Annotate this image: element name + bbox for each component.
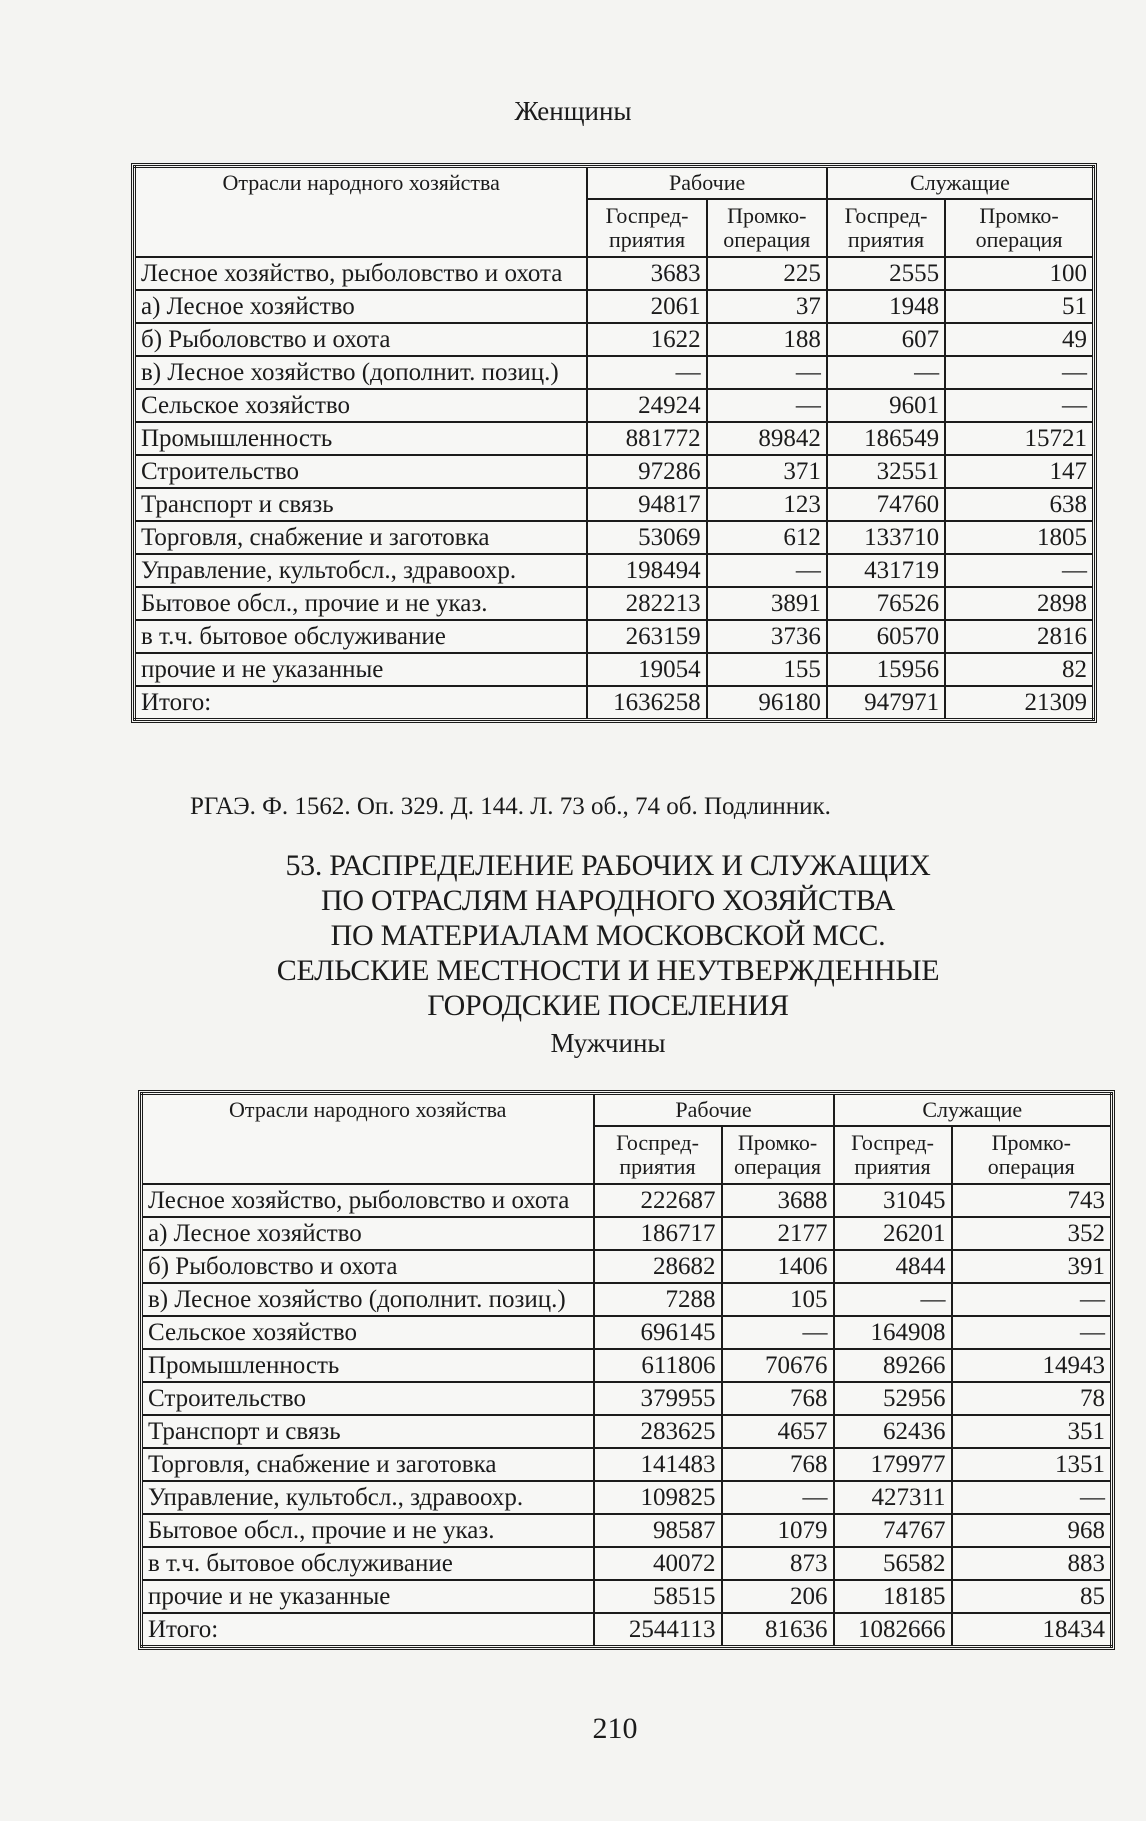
sector-label: прочие и не указанные	[142, 1580, 594, 1613]
workers-coop-value: 1079	[722, 1514, 834, 1547]
workers-state-value: 97286	[587, 455, 706, 488]
women-section-heading: Женщины	[514, 96, 632, 126]
sector-label: в) Лесное хозяйство (дополнит. позиц.)	[142, 1283, 594, 1316]
document-title-line: ГОРОДСКИЕ ПОСЕЛЕНИЯ	[427, 989, 789, 1022]
employees-state-value: 9601	[827, 389, 945, 422]
employees-state-value: 18185	[834, 1580, 952, 1613]
employees-coop-value: 968	[952, 1514, 1112, 1547]
employees-state-value: —	[834, 1283, 952, 1316]
employees-state-value: 947971	[827, 686, 945, 720]
employees-state-value: 4844	[834, 1250, 952, 1283]
employees-coop-value: 391	[952, 1250, 1112, 1283]
workers-coop-value: 81636	[722, 1613, 834, 1647]
employees-state-value: 431719	[827, 554, 945, 587]
workers-coop-value: 89842	[707, 422, 827, 455]
sector-label: в т.ч. бытовое обслуживание	[135, 620, 588, 653]
table-row	[142, 1250, 1112, 1283]
employees-coop-value: —	[945, 356, 1093, 389]
workers-state-value: 7288	[594, 1283, 722, 1316]
workers-state-value: 19054	[587, 653, 706, 686]
sector-label: Торговля, снабжение и заготовка	[135, 521, 588, 554]
workers-coop-value: 768	[722, 1382, 834, 1415]
employees-coop-value: 743	[952, 1184, 1112, 1217]
employees-coop-value: 82	[945, 653, 1093, 686]
sector-label: Управление, культобсл., здравоохр.	[142, 1481, 594, 1514]
workers-coop-value: 4657	[722, 1415, 834, 1448]
table-row	[135, 620, 1094, 653]
employees-industrial-cooperation-header: Промко- операция	[945, 199, 1093, 257]
workers-coop-value: 37	[707, 290, 827, 323]
sector-label: Управление, культобсл., здравоохр.	[135, 554, 588, 587]
workers-industrial-cooperation-header: Промко- операция	[722, 1126, 834, 1184]
workers-coop-value: —	[707, 389, 827, 422]
sector-label: Итого:	[142, 1613, 594, 1647]
sector-label: Транспорт и связь	[135, 488, 588, 521]
table-row	[142, 1316, 1112, 1349]
sector-label: Бытовое обсл., прочие и не указ.	[135, 587, 588, 620]
sector-column-header: Отрасли народного хозяйства	[135, 167, 588, 258]
workers-coop-value: 225	[707, 257, 827, 290]
employees-coop-value: 2898	[945, 587, 1093, 620]
employees-coop-value: 352	[952, 1217, 1112, 1250]
employees-coop-value: 51	[945, 290, 1093, 323]
workers-state-value: 222687	[594, 1184, 722, 1217]
employees-coop-value: 147	[945, 455, 1093, 488]
employees-state-value: 74767	[834, 1514, 952, 1547]
workers-coop-value: 123	[707, 488, 827, 521]
table-row	[142, 1415, 1112, 1448]
employees-coop-value: 351	[952, 1415, 1112, 1448]
table-row	[135, 587, 1094, 620]
table-header-row	[142, 1094, 1112, 1127]
document-title-line: СЕЛЬСКИЕ МЕСТНОСТИ И НЕУТВЕРЖДЕННЫЕ	[276, 954, 940, 987]
workers-state-value: 379955	[594, 1382, 722, 1415]
workers-coop-value: 612	[707, 521, 827, 554]
sector-label: а) Лесное хозяйство	[142, 1217, 594, 1250]
sector-label: в т.ч. бытовое обслуживание	[142, 1547, 594, 1580]
employees-coop-value: 21309	[945, 686, 1093, 720]
men-section-heading: Мужчины	[550, 1028, 666, 1058]
employees-state-value: 32551	[827, 455, 945, 488]
archive-source-citation: РГАЭ. Ф. 1562. Оп. 329. Д. 144. Л. 73 об., 74 об. Подлинник.	[190, 793, 831, 820]
employees-state-value: 15956	[827, 653, 945, 686]
employees-coop-value: 883	[952, 1547, 1112, 1580]
table-row	[135, 356, 1094, 389]
workers-state-value: 58515	[594, 1580, 722, 1613]
sector-label: Промышленность	[142, 1349, 594, 1382]
sector-label: Итого:	[135, 686, 588, 720]
workers-state-value: 109825	[594, 1481, 722, 1514]
page-number: 210	[592, 1712, 638, 1745]
document-title	[0, 848, 1146, 1023]
workers-industrial-cooperation-header: Промко- операция	[707, 199, 827, 257]
employees-state-value: 179977	[834, 1448, 952, 1481]
workers-state-value: 98587	[594, 1514, 722, 1547]
workers-group-header: Рабочие	[587, 167, 826, 200]
employees-coop-value: 2816	[945, 620, 1093, 653]
table-row	[142, 1481, 1112, 1514]
workers-coop-value: 3736	[707, 620, 827, 653]
sector-label: Транспорт и связь	[142, 1415, 594, 1448]
employees-state-enterprises-header: Госпред- приятия	[827, 199, 945, 257]
sector-label: б) Рыболовство и охота	[135, 323, 588, 356]
workers-state-value: 1636258	[587, 686, 706, 720]
table-row	[142, 1349, 1112, 1382]
employees-coop-value: —	[945, 554, 1093, 587]
document-title-line: 53. РАСПРЕДЕЛЕНИЕ РАБОЧИХ И СЛУЖАЩИХ	[285, 849, 931, 882]
table-row	[135, 257, 1094, 290]
workers-state-value: 283625	[594, 1415, 722, 1448]
sector-label: в) Лесное хозяйство (дополнит. позиц.)	[135, 356, 588, 389]
workers-state-enterprises-header: Госпред- приятия	[594, 1126, 722, 1184]
workers-coop-value: 70676	[722, 1349, 834, 1382]
employees-state-value: 186549	[827, 422, 945, 455]
workers-coop-value: 206	[722, 1580, 834, 1613]
workers-coop-value: 2177	[722, 1217, 834, 1250]
employees-coop-value: —	[952, 1481, 1112, 1514]
sector-label: Сельское хозяйство	[135, 389, 588, 422]
women-employment-table	[133, 165, 1095, 721]
table-row	[135, 554, 1094, 587]
employees-state-value: 2555	[827, 257, 945, 290]
workers-state-value: —	[587, 356, 706, 389]
employees-coop-value: 18434	[952, 1613, 1112, 1647]
sector-label: Сельское хозяйство	[142, 1316, 594, 1349]
workers-state-value: 881772	[587, 422, 706, 455]
employees-state-value: 31045	[834, 1184, 952, 1217]
workers-state-value: 611806	[594, 1349, 722, 1382]
workers-state-value: 94817	[587, 488, 706, 521]
table-row	[142, 1184, 1112, 1217]
document-title-line: ПО ОТРАСЛЯМ НАРОДНОГО ХОЗЯЙСТВА	[321, 884, 895, 917]
employees-coop-value: —	[952, 1283, 1112, 1316]
table-row	[135, 323, 1094, 356]
total-row	[135, 686, 1094, 720]
sector-column-header: Отрасли народного хозяйства	[142, 1094, 594, 1185]
workers-coop-value: 371	[707, 455, 827, 488]
table-row	[142, 1448, 1112, 1481]
total-row	[142, 1613, 1112, 1647]
employees-coop-value: —	[945, 389, 1093, 422]
men-employment-table	[140, 1092, 1113, 1648]
workers-coop-value: —	[707, 356, 827, 389]
employees-coop-value: 638	[945, 488, 1093, 521]
table-row	[135, 653, 1094, 686]
employees-state-value: 52956	[834, 1382, 952, 1415]
workers-coop-value: 3891	[707, 587, 827, 620]
sector-label: б) Рыболовство и охота	[142, 1250, 594, 1283]
workers-coop-value: 105	[722, 1283, 834, 1316]
workers-coop-value: —	[722, 1316, 834, 1349]
workers-coop-value: 1406	[722, 1250, 834, 1283]
workers-state-value: 40072	[594, 1547, 722, 1580]
table-row	[135, 389, 1094, 422]
table-row	[135, 290, 1094, 323]
employees-coop-value: 49	[945, 323, 1093, 356]
table-row	[135, 488, 1094, 521]
employees-group-header: Служащие	[827, 167, 1094, 200]
workers-state-value: 24924	[587, 389, 706, 422]
workers-coop-value: —	[722, 1481, 834, 1514]
employees-coop-value: 15721	[945, 422, 1093, 455]
table-row	[142, 1382, 1112, 1415]
employees-coop-value: 100	[945, 257, 1093, 290]
table-header-row	[135, 167, 1094, 200]
workers-coop-value: 873	[722, 1547, 834, 1580]
table-row	[142, 1514, 1112, 1547]
employees-industrial-cooperation-header: Промко- операция	[952, 1126, 1112, 1184]
workers-group-header: Рабочие	[594, 1094, 834, 1127]
employees-state-value: 1082666	[834, 1613, 952, 1647]
workers-coop-value: 768	[722, 1448, 834, 1481]
workers-state-value: 3683	[587, 257, 706, 290]
workers-state-value: 2061	[587, 290, 706, 323]
employees-coop-value: —	[952, 1316, 1112, 1349]
table-row	[142, 1283, 1112, 1316]
workers-state-value: 141483	[594, 1448, 722, 1481]
workers-state-value: 186717	[594, 1217, 722, 1250]
workers-state-value: 263159	[587, 620, 706, 653]
sector-label: Торговля, снабжение и заготовка	[142, 1448, 594, 1481]
employees-coop-value: 1805	[945, 521, 1093, 554]
employees-coop-value: 1351	[952, 1448, 1112, 1481]
employees-state-enterprises-header: Госпред- приятия	[834, 1126, 952, 1184]
employees-coop-value: 78	[952, 1382, 1112, 1415]
employees-state-value: 26201	[834, 1217, 952, 1250]
employees-state-value: 60570	[827, 620, 945, 653]
sector-label: Бытовое обсл., прочие и не указ.	[142, 1514, 594, 1547]
employees-state-value: 62436	[834, 1415, 952, 1448]
employees-state-value: 74760	[827, 488, 945, 521]
sector-label: Строительство	[135, 455, 588, 488]
sector-label: Промышленность	[135, 422, 588, 455]
workers-coop-value: 188	[707, 323, 827, 356]
employees-coop-value: 85	[952, 1580, 1112, 1613]
workers-coop-value: 155	[707, 653, 827, 686]
table-row	[135, 422, 1094, 455]
workers-coop-value: —	[707, 554, 827, 587]
sector-label: Строительство	[142, 1382, 594, 1415]
sector-label: а) Лесное хозяйство	[135, 290, 588, 323]
employees-state-value: 89266	[834, 1349, 952, 1382]
employees-state-value: —	[827, 356, 945, 389]
workers-state-enterprises-header: Госпред- приятия	[587, 199, 706, 257]
employees-state-value: 133710	[827, 521, 945, 554]
table-row	[142, 1580, 1112, 1613]
workers-state-value: 1622	[587, 323, 706, 356]
employees-state-value: 1948	[827, 290, 945, 323]
workers-state-value: 282213	[587, 587, 706, 620]
employees-state-value: 56582	[834, 1547, 952, 1580]
sector-label: Лесное хозяйство, рыболовство и охота	[135, 257, 588, 290]
workers-coop-value: 96180	[707, 686, 827, 720]
document-title-line: ПО МАТЕРИАЛАМ МОСКОВСКОЙ МСС.	[330, 919, 886, 952]
workers-state-value: 198494	[587, 554, 706, 587]
sector-label: Лесное хозяйство, рыболовство и охота	[142, 1184, 594, 1217]
table-row	[135, 455, 1094, 488]
employees-group-header: Служащие	[834, 1094, 1112, 1127]
table-row	[142, 1217, 1112, 1250]
table-row	[135, 521, 1094, 554]
employees-state-value: 427311	[834, 1481, 952, 1514]
workers-state-value: 2544113	[594, 1613, 722, 1647]
employees-coop-value: 14943	[952, 1349, 1112, 1382]
workers-state-value: 53069	[587, 521, 706, 554]
employees-state-value: 607	[827, 323, 945, 356]
workers-coop-value: 3688	[722, 1184, 834, 1217]
table-row	[142, 1547, 1112, 1580]
employees-state-value: 164908	[834, 1316, 952, 1349]
workers-state-value: 696145	[594, 1316, 722, 1349]
workers-state-value: 28682	[594, 1250, 722, 1283]
sector-label: прочие и не указанные	[135, 653, 588, 686]
employees-state-value: 76526	[827, 587, 945, 620]
